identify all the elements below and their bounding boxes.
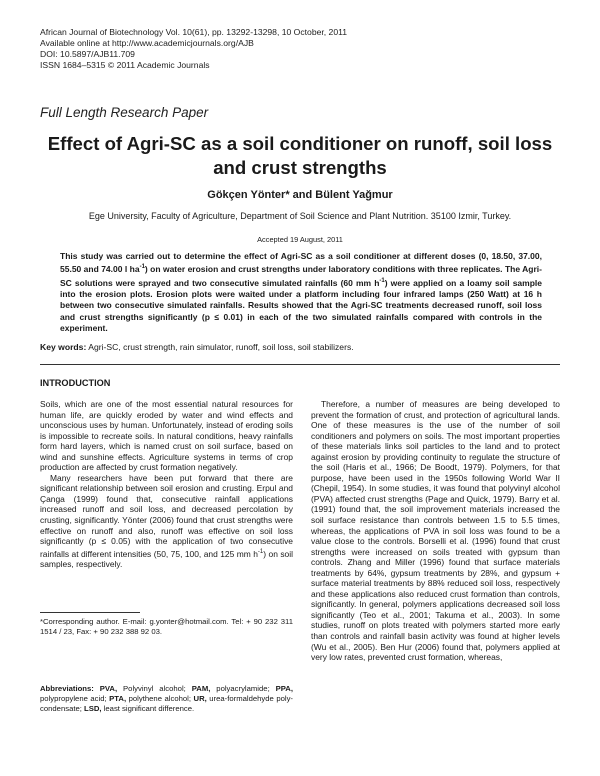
abbrev-key-ppa: PPA, [275,684,293,693]
accepted-date: Accepted 19 August, 2011 [257,235,343,244]
affiliation: Ege University, Faculty of Agriculture, Department of Soil Science and Plant Nutrition. 35100 Izmir, Turkey. [88,211,512,221]
abbrev-val-pam: polyacrylamide; [210,684,276,693]
keywords [40,342,560,352]
abstract-sup-1: -1 [139,264,145,271]
abstract [60,251,542,335]
corresponding-author-footnote: *Corresponding author. E-mail: g.yonter@hotmail.com. Tel: + 90 232 311 1514 / 23, Fax: + 90 232 388 92 03. [40,617,293,636]
keywords-label: Key words: [40,342,87,352]
abbrev-label: Abbreviations: [40,684,94,693]
journal-header [40,27,347,71]
right-column [311,399,560,663]
journal-issn: ISSN 1684–5315 © 2011 Academic Journals [40,60,210,70]
abbrev-key-ur: UR, [193,693,207,703]
intro-paragraph-3: Therefore, a number of measures are being developed to prevent the formation of crust, and protection of agricultural lands. One of these measures is the use of the number of soil conditioners and polymers on soils. The most important properties of these materials links soil particles to the land and to protect against erosion by providing continuity to regulate the structure of the soil (Haris et al., 1966; De Boodt, 1979). Polymers, for that purpose, have been used in the 1950s following World War II (Chepil, 1954). In some studies, it was found that polyvinyl alcohol (PVA) affected crust strengths (Page and Quick, 1979). Barry et al. (1991) found that, the soil improvement materials increased the soil surface resistance than controls between 1.5 to 5.5 times, whereas, the applications of PVA in soil loss was found to be a value close to the controls. Borselli et al. (1996) found that crust strengths were increased on soils treated with gypsum than controls. Zhang and Miller (1996) found that surface materials treatments by 64%, gypsum treatments by 28%, and gypsum + surface material treatments by 88% reduced soil loss, respectively and these applications also reduced crust formation than controls, significantly. In general, polymers applications decreased soil loss significantly (Teo et al., 2001; Takuma et al., 2003). In some studies, runoff on plots treated with polymers started more early than controls and rainfall basin activity was found at higher levels (Wu et al., 2005). Ben Hur (2006) found that, polymers applied at very low rates, prevented crust formation, whereas, [311,399,560,663]
abbrev-val-ur: urea-formaldehyde poly-condensate; [40,693,293,713]
intro-paragraph-2-text: Many researchers have been put forward that there are significant relationship between soil erosion and crusting. Erpul and Çanga (1999) found that, consecutive rainfall applications increased runoff and soil loss, and decreased percolation by crusting, significantly. Yönter (2006) found that crust strengths were effective on runoff and also, runoff was effective on soil loss significantly (p ≤ 0.05) with the application of two consecutive rainfalls at different intensities (50, 75, 100, and 125 mm h [40,472,293,559]
abstract-text-2: ) on water erosion and crust strengths under laboratory conditions with three replicates. The Agri-SC solutions were sprayed and two consecutive simulated rainfalls (60 mm h [60,264,542,288]
keywords-text: Agri-SC, crust strength, rain simulator, runoff, soil loss, soil stabilizers. [86,342,354,352]
abbrev-key-pta: PTA, [109,693,127,703]
footnote-divider [40,612,140,613]
paper-title: Effect of Agri-SC as a soil conditioner on runoff, soil loss and crust strengths [47,133,553,178]
abbrev-val-pta: polythene alcohol; [126,693,194,703]
abbrev-key-pva: PVA, [99,684,118,693]
abstract-text-3: ) were applied on a loamy soil sample into the erosion plots. Erosion plots were waited under a platform including four infrared lamps (250 Watt) at 16 h between two consecutive simulated rainfalls. Results showed that the Agri-SC treatments decreased runoff, soil loss and crust strengths significantly (p ≤ 0.01) in each of the two simulated rainfalls compared with controls in the experiment. [60,277,542,334]
introduction-heading: INTRODUCTION [40,378,111,388]
journal-citation: African Journal of Biotechnology Vol. 10(61), pp. 13292-13298, 10 October, 2011 [40,27,348,37]
abstract-text-1: This study was carried out to determine the effect of Agri-SC as a soil conditioner at different doses (0, 18.50, 37.00, 55.50 and 74.00 l ha [60,251,542,275]
abbrev-key-lsd: LSD, [84,703,102,713]
section-divider [40,364,560,365]
journal-doi: DOI: 10.5897/AJB11.709 [40,49,135,59]
abbrev-key-pam: PAM, [191,684,211,693]
paper-type: Full Length Research Paper [40,105,209,120]
abstract-sup-2: -1 [379,277,385,284]
abbreviations [40,684,293,713]
abbrev-val-pva: Polyvinyl alcohol; [117,684,192,693]
intro-paragraph-2-sup: -1 [257,548,264,555]
abbrev-val-ppa: polypropylene acid; [40,693,110,703]
intro-paragraph-1: Soils, which are one of the most essential natural resources for human life, are quickly eroded by water and wind effects and unconscious uses by human. Unfortunately, instead of eroding soils is impossible to recreate soils. In natural conditions, heavy rainfalls form hard layers, which is named crust on soil surface, based on wind and sunshine effects. Agriculture systems in terms of crop production are affected by crust formation negatively. [40,399,293,473]
journal-url: Available online at http://www.academicjournals.org/AJB [40,38,254,48]
left-column [40,399,293,570]
intro-paragraph-2 [40,473,293,570]
intro-paragraph-2-end: ) on soil samples, respectively. [40,548,293,570]
abbrev-val-lsd: least significant difference. [101,703,195,713]
authors: Gökçen Yönter* and Bülent Yağmur [207,189,393,201]
